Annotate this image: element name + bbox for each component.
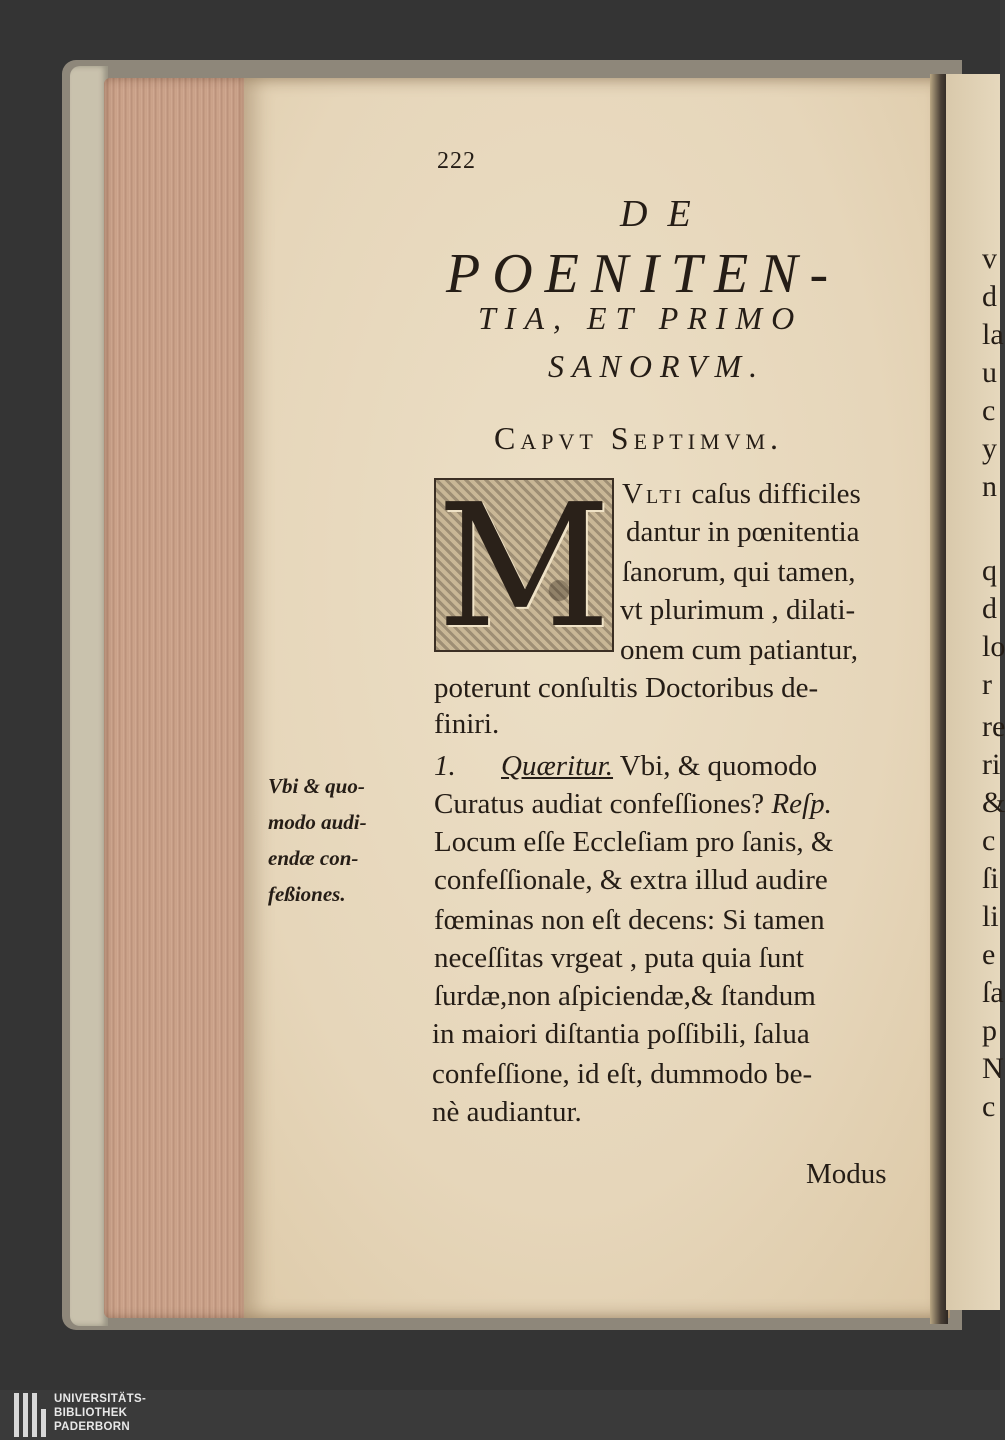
library-name-line: BIBLIOTHEK bbox=[54, 1407, 128, 1419]
margin-note-line: feßiones. bbox=[268, 882, 346, 906]
question-text: Curatus audiat confeſſiones? bbox=[434, 788, 765, 820]
question-number: 1. bbox=[434, 750, 456, 782]
question-text: Vbi, & quomodo bbox=[613, 750, 818, 782]
body-line: ſanorum, qui tamen, bbox=[622, 556, 856, 588]
margin-note-line: endæ con- bbox=[268, 846, 359, 870]
facing-fragment: p bbox=[982, 1014, 997, 1047]
facing-fragment: ſa bbox=[982, 976, 1004, 1009]
body-line: nè audiantur. bbox=[432, 1096, 582, 1128]
footer-bar bbox=[0, 1390, 1000, 1440]
body-line: neceſſitas vrgeat , puta quia ſunt bbox=[434, 942, 804, 974]
library-name-line: PADERBORN bbox=[54, 1421, 130, 1433]
body-line: finiri. bbox=[434, 708, 500, 740]
facing-fragment: re bbox=[982, 710, 1005, 743]
body-line bbox=[622, 478, 861, 511]
body-line: confeſſionale, & extra illud audire bbox=[434, 864, 828, 896]
facing-fragment: d bbox=[982, 592, 997, 625]
margin-note-line: Vbi & quo- bbox=[268, 774, 365, 798]
facing-fragment: v bbox=[982, 242, 997, 275]
line-text: caſus difficiles bbox=[684, 478, 861, 510]
cover-edge bbox=[70, 66, 108, 1326]
facing-fragment: n bbox=[982, 470, 997, 503]
body-line: dantur in pœnitentia bbox=[626, 516, 860, 548]
body-line: confeſſione, id eſt, dummodo be- bbox=[432, 1058, 813, 1090]
question-line bbox=[434, 788, 832, 821]
facing-fragment: c bbox=[982, 824, 996, 857]
title-line-4: SANORVM. bbox=[548, 348, 766, 384]
facing-fragment: la bbox=[982, 318, 1004, 351]
facing-fragment: q bbox=[982, 554, 997, 587]
body-line: ſurdæ,non aſpiciendæ,& ſtandum bbox=[434, 980, 816, 1012]
body-line: fœminas non eſt decens: Si tamen bbox=[434, 904, 825, 936]
title-line-1: DE bbox=[620, 193, 711, 235]
title-line-2: POENITEN- bbox=[446, 243, 841, 305]
library-logo-icon bbox=[14, 1393, 50, 1437]
body-line: vt plurimum , dilati- bbox=[620, 594, 856, 626]
body-line: Locum eſſe Eccleſiam pro ſanis, & bbox=[434, 826, 834, 858]
response-label: Reſp. bbox=[764, 788, 832, 820]
facing-fragment: d bbox=[982, 280, 997, 313]
body-line: poterunt conſultis Doctoribus de- bbox=[434, 672, 819, 704]
decorated-initial bbox=[434, 468, 614, 666]
facing-fragment: li bbox=[982, 900, 999, 933]
facing-fragment: u bbox=[982, 356, 997, 389]
library-name-line: UNIVERSITÄTS- bbox=[54, 1393, 147, 1405]
facing-page bbox=[946, 74, 1005, 1310]
body-line: onem cum patiantur, bbox=[620, 634, 859, 666]
smallcaps-word: Vlti bbox=[622, 478, 685, 510]
chapter-heading: Capvt Septimvm. bbox=[494, 420, 784, 456]
facing-fragment: ſi bbox=[982, 862, 999, 895]
facing-fragment: c bbox=[982, 1090, 996, 1123]
facing-fragment: e bbox=[982, 938, 996, 971]
facing-fragment: N bbox=[982, 1052, 1004, 1085]
body-line: in maiori diſtantia poſſibili, ſalua bbox=[432, 1018, 810, 1050]
page-number: 222 bbox=[437, 148, 476, 174]
margin-note-line: modo audi- bbox=[268, 810, 367, 834]
facing-fragment: lo bbox=[982, 630, 1005, 663]
question-label: Quæritur. bbox=[501, 750, 614, 782]
initial-letter: M bbox=[436, 468, 612, 666]
title-line-3: TIA, ET PRIMO bbox=[478, 300, 804, 336]
library-name bbox=[54, 1392, 146, 1434]
page-fore-edge bbox=[104, 78, 246, 1318]
facing-fragment: & bbox=[982, 786, 1005, 819]
question-line bbox=[434, 750, 817, 783]
facing-fragment: y bbox=[982, 432, 997, 465]
facing-fragment: ri bbox=[982, 748, 1001, 781]
catchword: Modus bbox=[806, 1158, 887, 1190]
facing-fragment: c bbox=[982, 394, 996, 427]
facing-fragment: r bbox=[982, 668, 992, 701]
